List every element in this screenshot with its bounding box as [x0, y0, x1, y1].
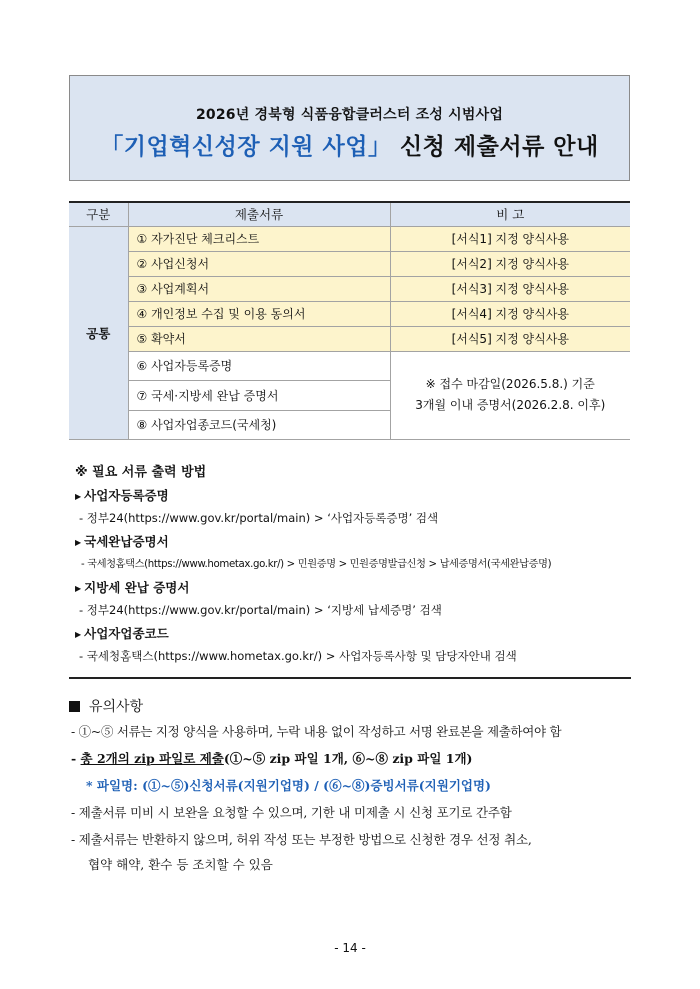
caution-line-zip	[71, 749, 636, 767]
required-item-path: - 정부24(https://www.gov.kr/portal/main) > ‘지방세 납세증명’ 검색	[79, 603, 442, 617]
required-item-path: - 국세청홈택스(https://www.hometax.go.kr/) > 민원증명 > 민원증명발급신청 > 납세증명서(국세완납증명)	[81, 559, 552, 570]
remark-cell: [서식4] 지정 양식사용	[390, 301, 630, 326]
header-title	[70, 128, 629, 161]
document-cell: ⑦ 국세·지방세 완납 증명서	[128, 380, 390, 410]
required-item-name: 국세완납증명서	[84, 534, 169, 549]
caution-title-text: 유의사항	[89, 699, 144, 715]
caution-line: - 제출서류는 반환하지 않으며, 허위 작성 또는 부정한 방법으로 신청한 경우 선정 취소,	[71, 832, 532, 847]
document-cell: ① 자가진단 체크리스트	[128, 226, 390, 251]
table-header-row	[69, 203, 630, 226]
header-title-accent: 「기업혁신성장 지원 사업」	[100, 134, 392, 160]
col-header-documents: 제출서류	[128, 203, 390, 226]
caution-filename-note: * 파일명: (①~⑤)신청서류(지원기업명) / (⑥~⑧)증빙서류(지원기업명)	[86, 778, 491, 793]
document-cell: ④ 개인정보 수집 및 이용 동의서	[128, 301, 390, 326]
title-box	[69, 75, 630, 181]
required-item-heading	[75, 530, 635, 553]
header-title-rest: 신청 제출서류 안내	[399, 134, 599, 160]
remark-cell: [서식5] 지정 양식사용	[390, 326, 630, 351]
document-cell: ⑥ 사업자등록증명	[128, 351, 390, 380]
remark-cell: [서식3] 지정 양식사용	[390, 276, 630, 301]
required-item-name: 사업자등록증명	[84, 488, 169, 503]
documents-table	[69, 203, 630, 440]
required-item-path: - 정부24(https://www.gov.kr/portal/main) > ‘사업자등록증명’ 검색	[79, 511, 439, 525]
document-cell: ⑤ 확약서	[128, 326, 390, 351]
remark-cell: [서식1] 지정 양식사용	[390, 226, 630, 251]
triangle-bullet-icon: ▶	[75, 584, 82, 593]
col-header-remarks: 비 고	[390, 203, 630, 226]
table-row	[69, 326, 630, 351]
remark-cell: [서식2] 지정 양식사용	[390, 251, 630, 276]
document-cell: ③ 사업계획서	[128, 276, 390, 301]
document-cell: ⑧ 사업자업종코드(국세청)	[128, 410, 390, 439]
section-divider	[69, 677, 631, 679]
table-row	[69, 351, 630, 380]
caution-line: - 제출서류 미비 시 보완을 요청할 수 있으며, 기한 내 미제출 시 신청 포기로 간주함	[71, 805, 512, 820]
triangle-bullet-icon: ▶	[75, 538, 82, 547]
required-item-heading	[75, 576, 635, 599]
triangle-bullet-icon: ▶	[75, 492, 82, 501]
caution-prefix: -	[71, 751, 81, 766]
triangle-bullet-icon: ▶	[75, 630, 82, 639]
required-item-heading	[75, 484, 635, 507]
caution-underlined-text: 총 2개의 zip 파일로 제출	[80, 751, 224, 766]
required-item-name: 지방세 완납 증명서	[84, 580, 190, 595]
required-docs-title: ※ 필요 서류 출력 방법	[75, 465, 207, 480]
merged-remark-line2: 3개월 이내 증명서(2026.2.8. 이후)	[415, 398, 606, 412]
merged-remark-cell	[390, 351, 630, 439]
table-row	[69, 276, 630, 301]
table-row	[69, 301, 630, 326]
category-cell: 공통	[69, 226, 128, 439]
table-row	[69, 251, 630, 276]
square-bullet-icon	[69, 701, 80, 712]
required-item-path: - 국세청홈택스(https://www.hometax.go.kr/) > 사업자등록사항 및 담당자안내 검색	[79, 649, 517, 663]
caution-zip-detail: (①~⑤ zip 파일 1개, ⑥~⑧ zip 파일 1개)	[223, 751, 473, 766]
document-cell: ② 사업신청서	[128, 251, 390, 276]
table-row	[69, 226, 630, 251]
required-docs-list	[75, 484, 635, 668]
required-item-name: 사업자업종코드	[84, 626, 169, 641]
required-item-heading	[75, 622, 635, 645]
merged-remark-line1: ※ 접수 마감일(2026.5.8.) 기준	[425, 377, 595, 391]
caution-heading	[69, 696, 143, 716]
caution-line: - ①~⑤ 서류는 지정 양식을 사용하며, 누락 내용 없이 작성하고 서명 완료본을 제출하여야 함	[71, 724, 562, 739]
header-subtitle: 2026년 경북형 식품융합클러스터 조성 시범사업	[195, 107, 504, 123]
col-header-category: 구분	[69, 203, 128, 226]
caution-line-continued: 협약 해약, 환수 등 조치할 수 있음	[88, 857, 273, 872]
page-number: - 14 -	[334, 941, 366, 955]
